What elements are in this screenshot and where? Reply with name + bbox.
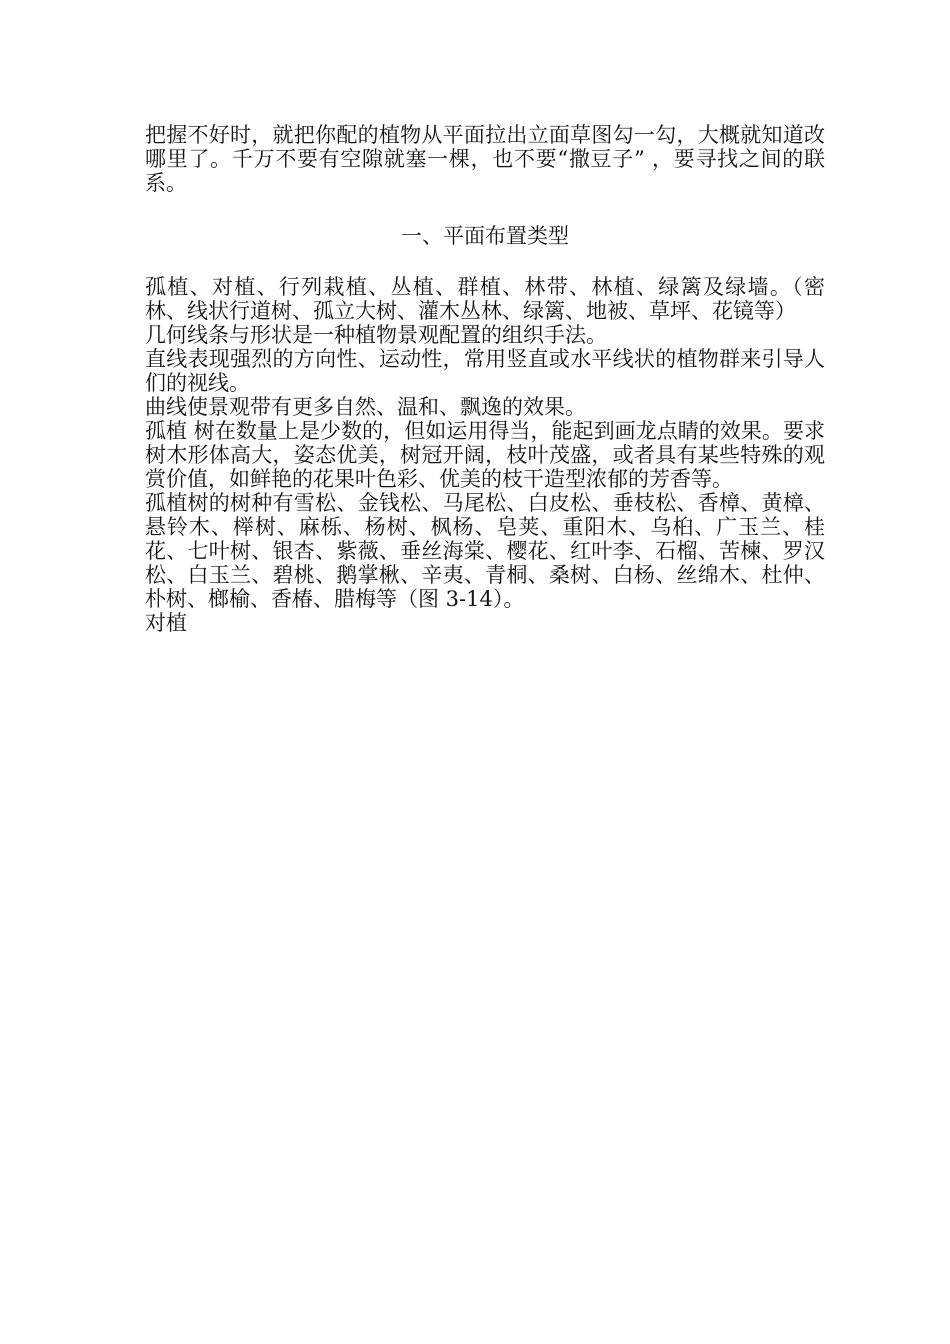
- body-paragraph: 孤植、对植、行列栽植、丛植、群植、林带、林植、绿篱及绿墙。（密林、线状行道树、孤立大树、灌木丛林、绿篱、地被、草坪、花镜等）: [145, 275, 825, 323]
- intro-paragraph: 把握不好时，就把你配的植物从平面拉出立面草图勾一勾，大概就知道改哪里了。千万不要有空隙就塞一棵，也不要“撒豆子” ，要寻找之间的联系。: [145, 123, 825, 195]
- body-paragraph: 直线表现强烈的方向性、运动性，常用竖直或水平线状的植物群来引导人们的视线。: [145, 347, 825, 395]
- body-paragraph: 对植: [145, 611, 187, 635]
- document-page: [145, 123, 825, 635]
- body-paragraph: 曲线使景观带有更多自然、温和、飘逸的效果。: [145, 395, 586, 419]
- body-paragraph: 孤植 树在数量上是少数的，但如运用得当，能起到画龙点睛的效果。要求树木形体高大，姿态优美，树冠开阔，枝叶茂盛，或者具有某些特殊的观赏价值，如鲜艳的花果叶色彩、优美的枝干造型浓郁的芳香等。: [145, 419, 825, 491]
- body-paragraph: 孤植树的树种有雪松、金钱松、马尾松、白皮松、垂枝松、香樟、黄樟、悬铃木、榉树、麻栎、杨树、枫杨、皂荚、重阳木、乌桕、广玉兰、桂花、七叶树、银杏、紫薇、垂丝海棠、樱花、红叶李、石榴、苦楝、罗汉松、白玉兰、碧桃、鹅掌楸、辛夷、青桐、桑树、白杨、丝绵木、杜仲、朴树、榔榆、香椿、腊梅等（图 3-14）。: [145, 491, 825, 611]
- section-heading: 一、平面布置类型: [401, 224, 569, 248]
- body-paragraph: 几何线条与形状是一种植物景观配置的组织手法。: [145, 323, 607, 347]
